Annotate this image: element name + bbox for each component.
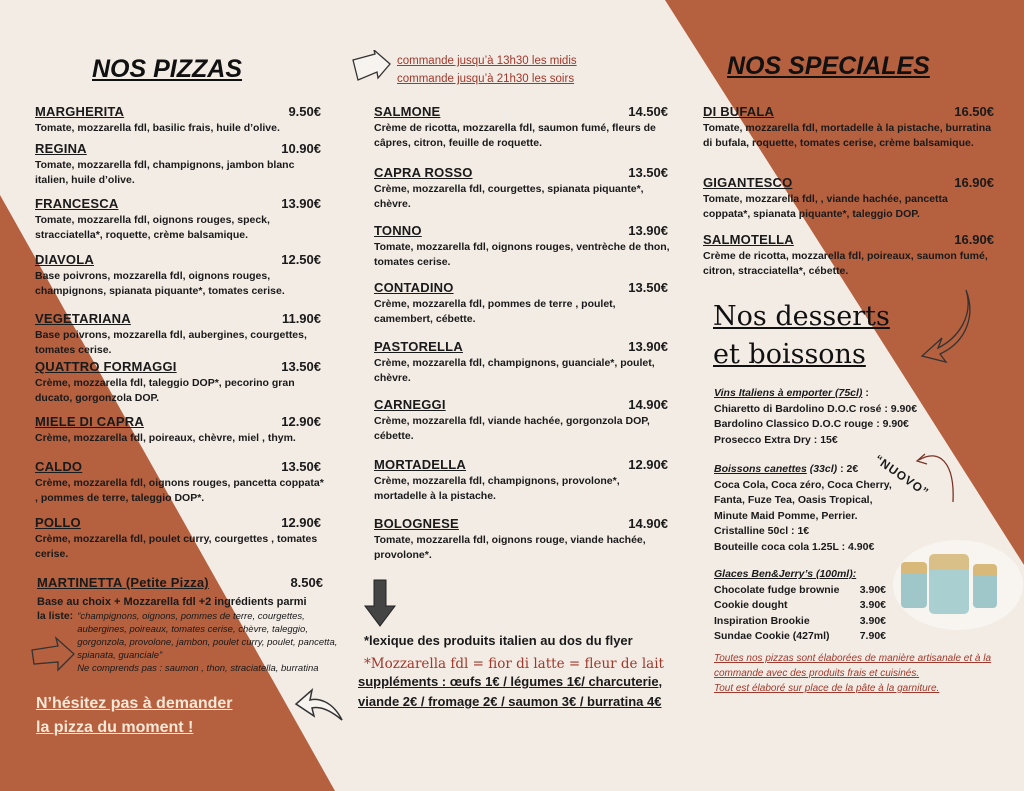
icecream-price: 7.90€ xyxy=(859,630,886,642)
item-header xyxy=(35,252,325,267)
fdl-note: *Mozzarella fdl = fior di latte = fleur de lait xyxy=(364,656,664,672)
item-header xyxy=(703,104,998,119)
item-name: DIAVOLA xyxy=(35,252,94,267)
item-desc: Crème, mozzarella fdl, poireaux, chèvre, miel , thym. xyxy=(35,432,296,444)
icecream-name: Chocolate fudge brownie xyxy=(714,583,840,596)
icecream-price: 3.90€ xyxy=(859,614,886,627)
item-name: GIGANTESCO xyxy=(703,175,793,190)
menu-item xyxy=(35,359,325,406)
drink-line: Minute Maid Pomme, Perrier. xyxy=(714,509,858,522)
item-price: 12.90€ xyxy=(281,414,321,429)
item-header xyxy=(35,515,325,530)
nuovo-badge: “NUOVO” xyxy=(871,452,932,500)
item-price: 12.90€ xyxy=(281,515,321,530)
pizzas-list-2 xyxy=(374,104,672,584)
icecream-line xyxy=(714,629,886,645)
item-name: MORTADELLA xyxy=(374,457,467,472)
item-desc: Crème, mozzarella fdl, poulet curry, courgettes , tomates cerise. xyxy=(35,533,318,560)
drink-line: Fanta, Fuze Tea, Oasis Tropical, xyxy=(714,494,873,506)
item-name: BOLOGNESE xyxy=(374,516,459,531)
menu-item xyxy=(374,397,672,444)
item-price: 10.90€ xyxy=(281,141,321,156)
item-name: REGINA xyxy=(35,141,87,156)
menu-item xyxy=(374,104,672,151)
item-header xyxy=(35,359,325,374)
wines-section xyxy=(714,386,917,448)
item-price: 16.90€ xyxy=(954,232,994,247)
item-price: 14.90€ xyxy=(628,516,668,531)
item-name: QUATTRO FORMAGGI xyxy=(35,359,177,374)
note-line: Toutes nos pizzas sont élaborées de manière artisanale et à la commande avec des produits frais et cuisinés. xyxy=(714,653,992,679)
supplements-line: viande 2€ / fromage 2€ / saumon 3€ / burratina 4€ xyxy=(358,694,662,709)
item-name: VEGETARIANA xyxy=(35,311,131,326)
item-header xyxy=(35,311,325,326)
item-desc: Base au choix + Mozzarella fdl +2 ingrédients parmi xyxy=(37,596,307,608)
item-name: DI BUFALA xyxy=(703,104,775,119)
menu-item xyxy=(35,141,325,188)
curved-arrow-icon xyxy=(915,432,965,504)
wine-line: Chiaretto di Bardolino D.O.C rosé : 9.90€ xyxy=(714,402,918,415)
item-price: 11.90€ xyxy=(281,311,321,326)
item-price: 13.90€ xyxy=(628,339,668,354)
menu-item xyxy=(35,104,325,136)
drink-line: Bouteille coca cola 1.25L : 4.90€ xyxy=(714,540,875,553)
icecream-image xyxy=(893,540,1023,630)
item-name: SALMOTELLA xyxy=(703,232,794,247)
item-header xyxy=(374,165,672,180)
drink-line: Cristalline 50cl : 1€ xyxy=(714,525,810,537)
menu-item xyxy=(35,311,325,358)
item-header xyxy=(374,457,672,472)
menu-item xyxy=(35,252,325,299)
menu-item xyxy=(35,459,325,506)
menu-item xyxy=(374,280,672,327)
icecream-line xyxy=(714,598,886,614)
item-name: MARTINETTA (Petite Pizza) xyxy=(37,575,209,590)
item-name: FRANCESCA xyxy=(35,196,119,211)
order-hours xyxy=(397,52,577,88)
supplements-line: suppléments : œufs 1€ / légumes 1€/ charcuterie, xyxy=(358,674,663,689)
item-desc: Base poivrons, mozzarella fdl, oignons rouges, champignons, spianata piquante*, tomates cerise. xyxy=(35,270,285,297)
menu-item xyxy=(35,515,325,562)
item-header xyxy=(703,175,998,190)
footer-info xyxy=(358,633,699,712)
icecream-section xyxy=(714,567,886,645)
item-header xyxy=(374,104,672,119)
item-price: 9.50€ xyxy=(288,104,321,119)
curved-arrow-icon xyxy=(918,286,974,366)
pizzas-list xyxy=(35,104,325,584)
curved-arrow-icon xyxy=(292,680,348,726)
title-line: et boissons xyxy=(713,339,866,370)
desserts-title xyxy=(713,298,890,374)
item-desc: Tomate, mozzarella fdl, basilic frais, huile d’olive. xyxy=(35,122,280,134)
item-price: 13.50€ xyxy=(628,280,668,295)
item-header xyxy=(374,223,672,238)
icecream-name: Sundae Cookie (427ml) xyxy=(714,630,830,642)
martinetta-item xyxy=(37,575,352,675)
item-header xyxy=(35,414,325,429)
item-price: 14.90€ xyxy=(628,397,668,412)
icecream-name: Cookie dought xyxy=(714,599,788,611)
item-desc: Crème, mozzarella fdl, champignons, provolone*, mortadelle à la pistache. xyxy=(374,475,620,502)
item-price: 13.90€ xyxy=(628,223,668,238)
note-line: Tout est élaboré sur place de la pâte à la garniture. xyxy=(714,683,940,694)
item-name: PASTORELLA xyxy=(374,339,463,354)
item-name: POLLO xyxy=(35,515,81,530)
item-desc: Tomate, mozzarella fdl, oignons rouges, ventrèche de thon, tomates cerise. xyxy=(374,241,670,268)
arrow-icon xyxy=(350,50,392,84)
section-title: Vins Italiens à emporter (75cl) xyxy=(714,387,863,399)
item-header xyxy=(374,516,672,531)
item-header xyxy=(703,232,998,247)
item-desc: Crème de ricotta, mozzarella fdl, poireaux, saumon fumé, citron, stracciatella*, cébette. xyxy=(703,250,988,277)
item-desc: Crème, mozzarella fdl, pommes de terre , poulet, camembert, cébette. xyxy=(374,298,616,325)
item-desc: Tomate, mozzarella fdl, oignons rouges, speck, stracciatella*, roquette, crème balsamique. xyxy=(35,214,270,241)
item-desc: Crème de ricotta, mozzarella fdl, saumon fumé, fleurs de câpres, citron, feuille de roquette. xyxy=(374,122,656,149)
menu-item xyxy=(374,339,672,386)
item-desc: Crème, mozzarella fdl, oignons rouges, pancetta coppata* , pommes de terre, taleggio DOP*. xyxy=(35,477,324,504)
item-name: CAPRA ROSSO xyxy=(374,165,473,180)
menu-item xyxy=(374,165,672,212)
item-name: SALMONE xyxy=(374,104,441,119)
section-title: Glaces Ben&Jerry’s (100ml): xyxy=(714,568,857,580)
menu-item xyxy=(35,414,325,446)
icecream-price: 3.90€ xyxy=(859,583,886,596)
quality-note xyxy=(714,651,994,696)
item-desc: Base poivrons, mozzarella fdl, aubergines, courgettes, tomates cerise. xyxy=(35,329,307,356)
lunch-hours: commande jusqu’à 13h30 les midis xyxy=(397,55,577,67)
item-price: 13.50€ xyxy=(281,359,321,374)
specials-title: NOS SPECIALES xyxy=(727,52,930,80)
item-price: 16.90€ xyxy=(954,175,994,190)
item-name: CONTADINO xyxy=(374,280,454,295)
item-desc: Crème, mozzarella fdl, taleggio DOP*, pecorino gran ducato, gorgonzola DOP. xyxy=(35,377,295,404)
icecream-name: Inspiration Brookie xyxy=(714,614,810,627)
item-header xyxy=(374,397,672,412)
item-desc: Tomate, mozzarella fdl, mortadelle à la pistache, burratina di bufala, roquette, tomates cerise, crème balsamique. xyxy=(703,122,992,149)
arrow-icon xyxy=(30,636,76,672)
item-price: 8.50€ xyxy=(290,575,323,590)
drink-line: Coca Cola, Coca zéro, Coca Cherry, xyxy=(714,478,892,491)
item-name: MIELE DI CAPRA xyxy=(35,414,144,429)
item-name: MARGHERITA xyxy=(35,104,125,119)
item-header xyxy=(35,459,325,474)
menu-item xyxy=(374,516,672,563)
dinner-hours: commande jusqu’à 21h30 les soirs xyxy=(397,73,575,85)
menu-item xyxy=(703,104,998,151)
item-header xyxy=(35,196,325,211)
menu-item xyxy=(374,457,672,504)
exclusions: Ne comprends pas : saumon , thon, straciatella, burratina xyxy=(77,663,319,674)
ingredient-list: “champignons, oignons, pommes de terre, courgettes, aubergines, poireaux, tomates cerise, chèvre, taleggio, gorgonzola, provolone, jambon, poulet curry, poulet, pancetta, spianata, guanciale” xyxy=(77,611,338,661)
item-desc: Tomate, mozzarella fdl, champignons, jambon blanc italien, huile d’olive. xyxy=(35,159,295,186)
item-price: 13.50€ xyxy=(628,165,668,180)
icecream-price: 3.90€ xyxy=(859,599,886,611)
wine-line: Prosecco Extra Dry : 15€ xyxy=(714,433,838,446)
item-price: 12.50€ xyxy=(281,252,321,267)
menu-item xyxy=(703,232,998,279)
item-price: 14.50€ xyxy=(628,104,668,119)
colon: : xyxy=(862,387,869,399)
item-header xyxy=(35,141,325,156)
item-desc: Crème, mozzarella fdl, viande hachée, gorgonzola DOP, cébette. xyxy=(374,415,650,442)
size: (33cl) xyxy=(806,463,838,475)
section-title: Boissons canettes xyxy=(714,463,807,475)
cta-line: la pizza du moment ! xyxy=(36,719,194,736)
item-desc: Tomate, mozzarella fdl, oignons rouge, viande hachée, provolone*. xyxy=(374,534,646,561)
item-header xyxy=(374,339,672,354)
icecream-line xyxy=(714,614,886,630)
item-price: 13.90€ xyxy=(281,196,321,211)
list-label: la liste: xyxy=(37,610,74,622)
item-desc: Crème, mozzarella fdl, champignons, guanciale*, poulet, chèvre. xyxy=(374,357,655,384)
drinks-section xyxy=(714,462,892,555)
menu-item xyxy=(374,223,672,270)
item-name: TONNO xyxy=(374,223,422,238)
item-name: CARNEGGI xyxy=(374,397,446,412)
title-line: Nos desserts xyxy=(713,301,890,332)
lexique-note: *lexique des produits italien au dos du flyer xyxy=(364,633,633,648)
item-price: 16.50€ xyxy=(954,104,994,119)
down-arrow-icon xyxy=(362,578,398,628)
item-price: 12.90€ xyxy=(628,457,668,472)
pizza-of-moment xyxy=(36,692,233,740)
pizzas-title: NOS PIZZAS xyxy=(92,55,243,83)
wine-line: Bardolino Classico D.O.C rouge : 9.90€ xyxy=(714,418,909,430)
item-header xyxy=(35,104,325,119)
item-name: CALDO xyxy=(35,459,83,474)
item-price: 13.50€ xyxy=(281,459,321,474)
cta-line: N’hésitez pas à demander xyxy=(36,695,233,712)
icecream-line xyxy=(714,583,886,599)
price: : 2€ xyxy=(837,463,859,475)
menu-item xyxy=(703,175,998,222)
item-desc: Crème, mozzarella fdl, courgettes, spianata piquante*, chèvre. xyxy=(374,183,644,210)
menu-item xyxy=(35,196,325,243)
specials-list xyxy=(703,104,998,294)
item-desc: Tomate, mozzarella fdl, , viande hachée, pancetta coppata*, spianata piquante*, taleggio DOP. xyxy=(703,193,948,220)
item-header xyxy=(374,280,672,295)
